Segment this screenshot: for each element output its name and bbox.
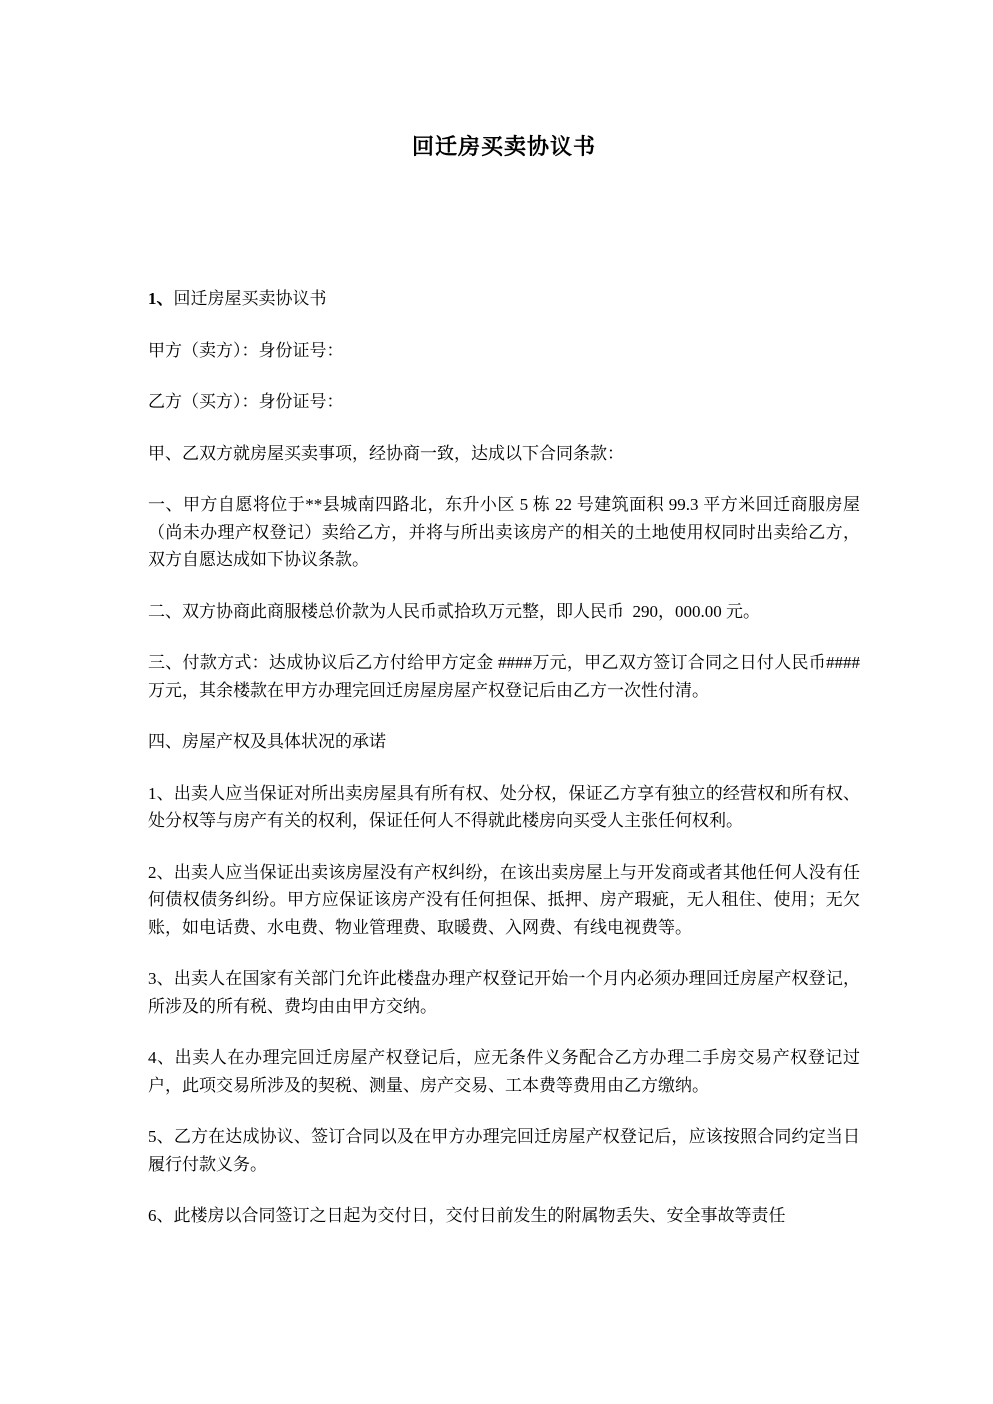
document-body: [148, 285, 860, 1230]
paragraph-12: 4、出卖人在办理完回迁房屋产权登记后，应无条件义务配合乙方办理二手房交易产权登记过户，此项交易所涉及的契税、测量、房产交易、工本费等费用由乙方缴纳。: [148, 1048, 860, 1095]
paragraph-13: 5、乙方在达成协议、签订合同以及在甲方办理完回迁房屋产权登记后，应该按照合同约定当日履行付款义务。: [148, 1127, 860, 1174]
paragraph-10: 2、出卖人应当保证出卖该房屋没有产权纠纷，在该出卖房屋上与开发商或者其他任何人没有任何债权债务纠纷。甲方应保证该房产没有任何担保、抵押、房产瑕疵，无人租住、使用；无欠账，如电话费、水电费、物业管理费、取暖费、入网费、有线电视费等。: [148, 862, 860, 937]
document-title: 回迁房买卖协议书: [411, 134, 596, 159]
paragraph-8: 四、房屋产权及具体状况的承诺: [148, 732, 386, 751]
document-content: [148, 131, 860, 1254]
paragraph-2: 甲方（卖方）：身份证号：: [148, 340, 344, 360]
paragraph-9: 1、出卖人应当保证对所出卖房屋具有所有权、处分权，保证乙方享有独立的经营权和所有权、处分权等与房产有关的权利，保证任何人不得就此楼房向买受人主张任何权利。: [148, 783, 860, 830]
paragraph-7: 三、付款方式：达成协议后乙方付给甲方定金 ####万元，甲乙双方签订合同之日付人民币####万元，其余楼款在甲方办理完回迁房屋房屋产权登记后由乙方一次性付清。: [148, 653, 860, 700]
paragraph-1: [148, 285, 860, 313]
paragraph-11: 3、出卖人在国家有关部门允许此楼盘办理产权登记开始一个月内必须办理回迁房屋产权登记，所涉及的所有税、费均由由甲方交纳。: [148, 969, 860, 1016]
paragraph-6: 二、双方协商此商服楼总价款为人民币贰拾玖万元整，即人民币 290，000.00 元。: [148, 601, 760, 621]
paragraph-4: 甲、乙双方就房屋买卖事项，经协商一致，达成以下合同条款：: [148, 443, 624, 463]
paragraph-1-text: 回迁房屋买卖协议书: [173, 289, 327, 308]
paragraph-5: 一、甲方自愿将位于**县城南四路北，东升小区 5 栋 22 号建筑面积 99.3 平方米回迁商服房屋（尚未办理产权登记）卖给乙方，并将与所出卖该房产的相关的土地使用权同时出卖给乙方，双方自愿达成如下协议条款。: [148, 495, 860, 569]
paragraph-3: 乙方（买方）：身份证号：: [148, 392, 344, 411]
paragraph-14: 6、此楼房以合同签订之日起为交付日，交付日前发生的附属物丢失、安全事故等责任: [148, 1206, 786, 1225]
paragraph-1-number: 1、: [148, 289, 174, 308]
